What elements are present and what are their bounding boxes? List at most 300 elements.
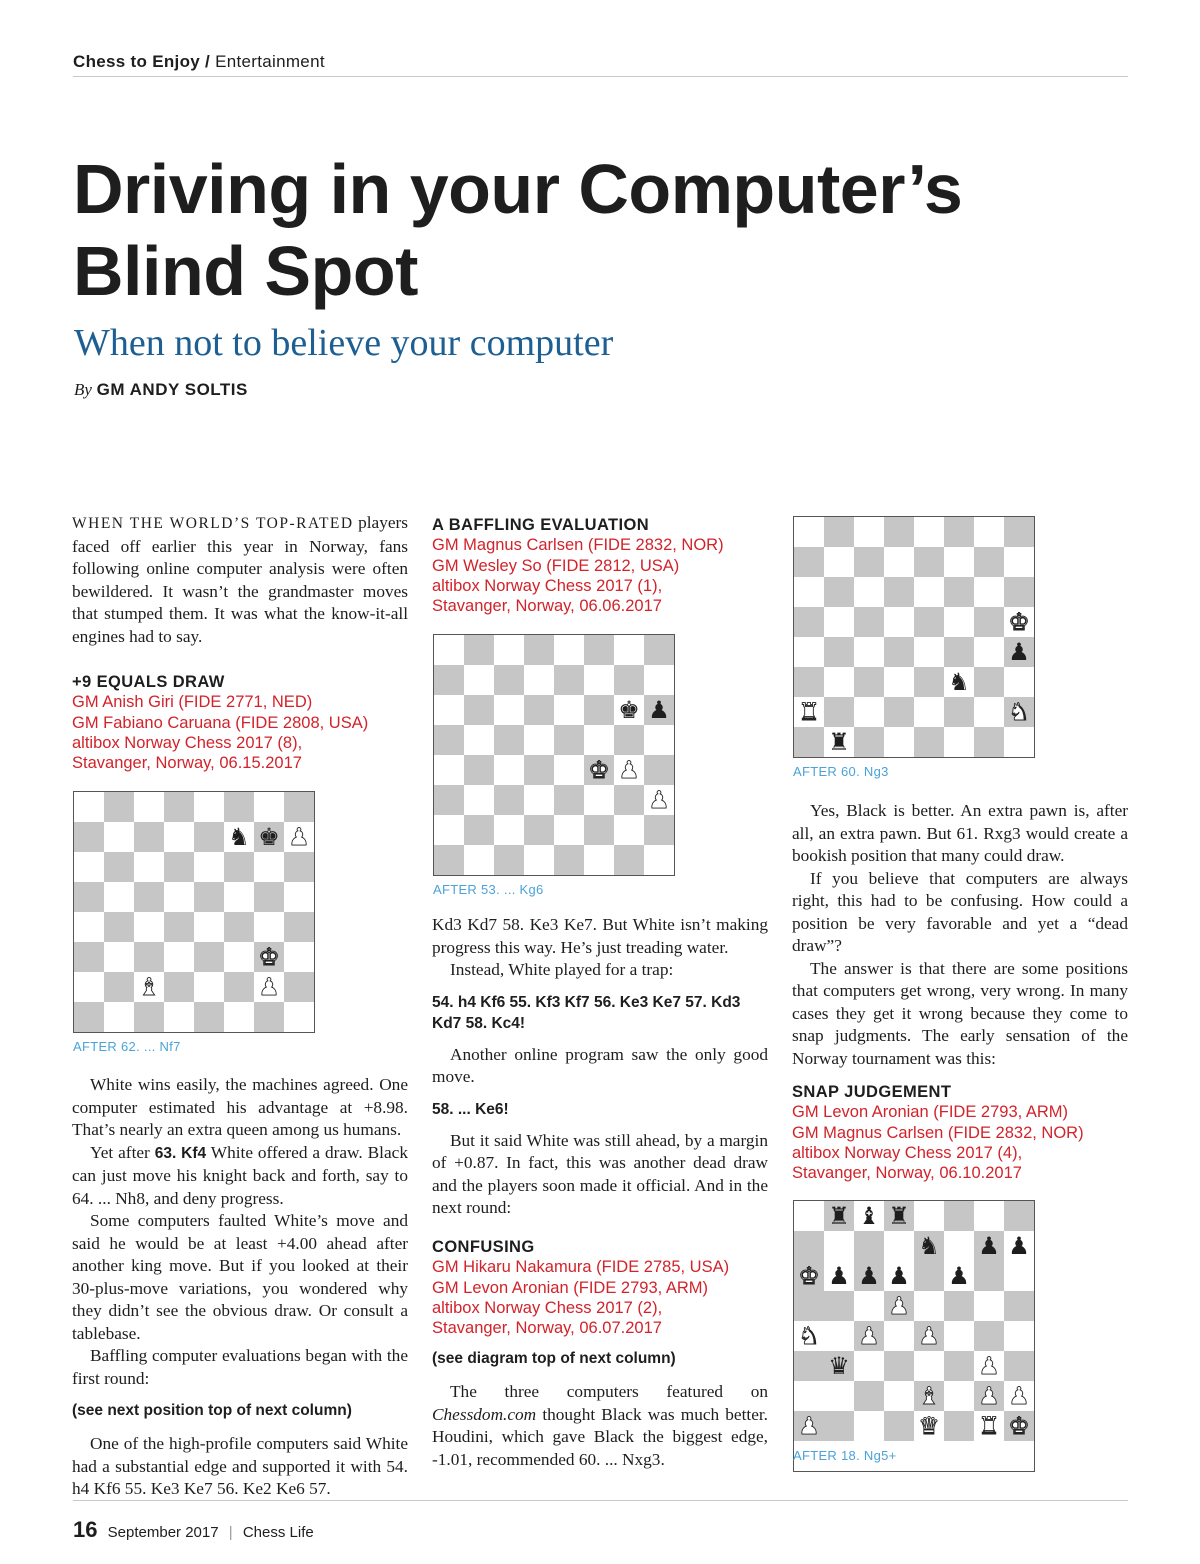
event-name: altibox Norway Chess 2017 (4), — [792, 1143, 1023, 1162]
square-e1 — [914, 727, 944, 757]
square-c5 — [494, 725, 524, 755]
square-f8 — [224, 792, 254, 822]
square-f5 — [224, 882, 254, 912]
white-pawn-icon: ♟ — [978, 1352, 1000, 1380]
square-c1 — [134, 1002, 164, 1032]
square-h3 — [794, 1381, 824, 1411]
square-d6 — [524, 695, 554, 725]
white-knight-icon: ♞ — [798, 1322, 820, 1350]
square-a7 — [794, 547, 824, 577]
square-e2 — [944, 1381, 974, 1411]
move-sequence: 58. ... Ke6! — [432, 1100, 509, 1118]
square-b6 — [464, 695, 494, 725]
square-a2 — [74, 972, 104, 1002]
square-c3 — [854, 667, 884, 697]
square-g8 — [974, 517, 1004, 547]
square-h2 — [794, 1411, 824, 1441]
square-h1 — [284, 1002, 314, 1032]
square-a4 — [74, 912, 104, 942]
square-b1 — [104, 1002, 134, 1032]
square-h3 — [644, 785, 674, 815]
square-c8 — [854, 1201, 884, 1231]
black-player: GM Magnus Carlsen (FIDE 2832, NOR) — [792, 1123, 1084, 1142]
square-a6 — [794, 577, 824, 607]
square-g4 — [1004, 1321, 1034, 1351]
square-e1 — [194, 1002, 224, 1032]
square-d6 — [884, 577, 914, 607]
square-d7 — [884, 547, 914, 577]
square-e3 — [194, 942, 224, 972]
square-h3 — [284, 942, 314, 972]
square-g2 — [614, 815, 644, 845]
white-bishop-icon: ♝ — [138, 973, 160, 1001]
square-b4 — [464, 755, 494, 785]
square-b1 — [854, 1411, 884, 1441]
square-g6 — [254, 852, 284, 882]
square-h8 — [1004, 517, 1034, 547]
square-e7 — [914, 1231, 944, 1261]
column-1-body — [72, 1074, 408, 1501]
column-3-body — [792, 800, 1128, 1070]
square-h8 — [284, 792, 314, 822]
square-g4 — [614, 755, 644, 785]
square-f7 — [944, 1231, 974, 1261]
black-pawn-icon: ♟ — [1008, 1232, 1030, 1260]
square-d2 — [524, 815, 554, 845]
square-e7 — [194, 822, 224, 852]
game-header-2 — [432, 515, 777, 616]
move-notation: 63. Kf4 — [154, 1144, 207, 1162]
square-e7 — [914, 547, 944, 577]
square-b7 — [464, 665, 494, 695]
square-c1 — [884, 1411, 914, 1441]
square-f1 — [584, 845, 614, 875]
game-header-4 — [792, 1082, 1137, 1183]
white-pawn-icon: ♟ — [258, 973, 280, 1001]
square-c4 — [494, 755, 524, 785]
square-c8 — [494, 635, 524, 665]
square-a6 — [824, 1261, 854, 1291]
white-player: GM Hikaru Nakamura (FIDE 2785, USA) — [432, 1258, 730, 1277]
black-pawn-icon: ♟ — [648, 696, 670, 724]
square-d3 — [914, 1351, 944, 1381]
square-d8 — [884, 1201, 914, 1231]
square-g2 — [1004, 1381, 1034, 1411]
black-rook-icon: ♜ — [828, 728, 850, 756]
chess-diagram-2 — [433, 634, 675, 876]
square-h4 — [794, 1351, 824, 1381]
square-h5 — [1004, 607, 1034, 637]
square-a3 — [824, 1351, 854, 1381]
byline-author: GM ANDY SOLTIS — [96, 380, 248, 399]
black-pawn-icon: ♟ — [948, 1262, 970, 1290]
square-d4 — [914, 1321, 944, 1351]
white-pawn-icon: ♟ — [1008, 1382, 1030, 1410]
square-e7 — [554, 665, 584, 695]
square-d1 — [884, 727, 914, 757]
square-b3 — [824, 667, 854, 697]
white-king-icon: ♚ — [1008, 608, 1030, 636]
game-header-1 — [72, 672, 412, 773]
square-g1 — [1004, 1411, 1034, 1441]
chess-diagram-3 — [793, 516, 1035, 758]
square-a5 — [824, 1291, 854, 1321]
square-e2 — [554, 815, 584, 845]
square-f1 — [974, 1411, 1004, 1441]
square-a1 — [74, 1002, 104, 1032]
square-e1 — [944, 1411, 974, 1441]
square-g4 — [974, 637, 1004, 667]
white-king-icon: ♚ — [258, 943, 280, 971]
square-e8 — [914, 1201, 944, 1231]
square-g8 — [614, 635, 644, 665]
square-c3 — [134, 942, 164, 972]
square-b6 — [824, 577, 854, 607]
square-b6 — [854, 1261, 884, 1291]
square-c6 — [854, 577, 884, 607]
white-king-icon: ♚ — [1008, 1412, 1030, 1440]
square-f6 — [224, 852, 254, 882]
square-c2 — [494, 815, 524, 845]
square-g7 — [974, 1231, 1004, 1261]
square-a3 — [794, 667, 824, 697]
magazine-name: Chess Life — [242, 1524, 314, 1541]
black-player: GM Fabiano Caruana (FIDE 2808, USA) — [72, 713, 369, 732]
square-g6 — [974, 577, 1004, 607]
square-b2 — [854, 1381, 884, 1411]
square-d7 — [524, 665, 554, 695]
square-b7 — [824, 547, 854, 577]
square-d7 — [884, 1231, 914, 1261]
white-pawn-icon: ♟ — [288, 823, 310, 851]
square-h5 — [644, 725, 674, 755]
move-sequence: 54. h4 Kf6 55. Kf3 Kf7 56. Ke3 Ke7 57. Kd3 Kd7 58. Kc4! — [432, 993, 741, 1032]
byline-by: By — [74, 380, 92, 399]
black-pawn-icon: ♟ — [888, 1262, 910, 1290]
square-f7 — [944, 547, 974, 577]
game-heading: A BAFFLING EVALUATION — [432, 516, 650, 534]
event-name: altibox Norway Chess 2017 (1), — [432, 576, 663, 595]
black-rook-icon: ♜ — [888, 1202, 910, 1230]
square-a8 — [794, 1201, 824, 1231]
square-h8 — [1004, 1201, 1034, 1231]
square-f3 — [974, 1351, 1004, 1381]
white-king-icon: ♚ — [798, 1262, 820, 1290]
paragraph: Some computers faulted White’s move and said he would be at least +4.00 ahead after another king move. But if you looked at their 30-plus-move variations, you wondered why they didn’t see the obvious draw. Or consult a tablebase. — [72, 1211, 408, 1343]
square-h7 — [644, 665, 674, 695]
white-rook-icon: ♜ — [978, 1412, 1000, 1440]
square-e6 — [554, 695, 584, 725]
square-h2 — [644, 815, 674, 845]
white-pawn-icon: ♟ — [648, 786, 670, 814]
square-b8 — [464, 635, 494, 665]
website-name: Chessdom.com — [432, 1404, 537, 1424]
square-e5 — [194, 882, 224, 912]
square-b5 — [854, 1291, 884, 1321]
square-d4 — [524, 755, 554, 785]
paragraph: White wins easily, the machines agreed. One computer estimated his advantage at +8.98. That’s nearly an extra queen among us humans. — [72, 1075, 408, 1139]
square-b5 — [464, 725, 494, 755]
page-footer — [73, 1517, 314, 1543]
square-f1 — [944, 727, 974, 757]
square-b3 — [854, 1351, 884, 1381]
square-d2 — [914, 1381, 944, 1411]
square-c5 — [884, 1291, 914, 1321]
black-pawn-icon: ♟ — [978, 1232, 1000, 1260]
paragraph: The three computers featured on Chessdom.com thought Black was much better. Houdini, which gave Black the biggest edge, -1.01, recommended 60. ... Nxg3. — [432, 1382, 768, 1469]
square-g6 — [1004, 1261, 1034, 1291]
square-g5 — [1004, 1291, 1034, 1321]
category-name: Entertainment — [215, 52, 325, 71]
event-place-date: Stavanger, Norway, 06.15.2017 — [72, 754, 302, 773]
square-g7 — [974, 547, 1004, 577]
square-g6 — [614, 695, 644, 725]
square-b8 — [104, 792, 134, 822]
square-e5 — [914, 607, 944, 637]
square-d7 — [164, 822, 194, 852]
square-g5 — [614, 725, 644, 755]
black-knight-icon: ♞ — [918, 1232, 940, 1260]
square-c7 — [854, 547, 884, 577]
diagram-caption: AFTER 53. ... Kg6 — [433, 882, 544, 897]
square-b2 — [464, 815, 494, 845]
white-queen-icon: ♛ — [918, 1412, 940, 1440]
black-player: GM Wesley So (FIDE 2812, USA) — [432, 556, 680, 575]
white-pawn-icon: ♟ — [858, 1322, 880, 1350]
game-heading: CONFUSING — [432, 1238, 535, 1256]
chess-diagram-4 — [793, 1200, 1035, 1472]
square-a3 — [434, 785, 464, 815]
white-pawn-icon: ♟ — [978, 1382, 1000, 1410]
black-queen-icon: ♛ — [828, 1352, 850, 1380]
black-rook-icon: ♜ — [828, 1202, 850, 1230]
square-d5 — [524, 725, 554, 755]
black-player: GM Levon Aronian (FIDE 2793, ARM) — [432, 1278, 709, 1297]
square-d4 — [884, 637, 914, 667]
square-g3 — [254, 942, 284, 972]
white-pawn-icon: ♟ — [918, 1322, 940, 1350]
white-player: GM Magnus Carlsen (FIDE 2832, NOR) — [432, 536, 724, 555]
square-c8 — [134, 792, 164, 822]
square-h3 — [1004, 667, 1034, 697]
square-d3 — [164, 942, 194, 972]
square-a7 — [434, 665, 464, 695]
square-a1 — [434, 845, 464, 875]
square-a4 — [824, 1321, 854, 1351]
square-c8 — [854, 517, 884, 547]
chess-diagram-1 — [73, 791, 315, 1033]
square-e6 — [944, 1261, 974, 1291]
square-c1 — [854, 727, 884, 757]
square-g3 — [974, 667, 1004, 697]
square-g7 — [614, 665, 644, 695]
event-name: altibox Norway Chess 2017 (2), — [432, 1298, 663, 1317]
square-h6 — [284, 852, 314, 882]
square-d8 — [164, 792, 194, 822]
square-d8 — [524, 635, 554, 665]
square-f2 — [944, 697, 974, 727]
square-d8 — [884, 517, 914, 547]
square-c6 — [494, 695, 524, 725]
issue-date: September 2017 — [107, 1524, 219, 1541]
square-a8 — [794, 517, 824, 547]
event-place-date: Stavanger, Norway, 06.10.2017 — [792, 1164, 1022, 1183]
section-name: Chess to Enjoy — [73, 52, 201, 71]
paragraph: Baffling computer evaluations began with the first round: — [72, 1346, 408, 1388]
square-f2 — [974, 1381, 1004, 1411]
square-a7 — [794, 1231, 824, 1261]
square-g8 — [974, 1201, 1004, 1231]
square-c2 — [884, 1381, 914, 1411]
paragraph: The answer is that there are some positions that computers get wrong, very wrong. In many cases they get it wrong because they come to snap judgments. The early sensation of the Norway tournament was this: — [792, 958, 1128, 1068]
square-d5 — [884, 607, 914, 637]
square-c5 — [134, 882, 164, 912]
square-e5 — [944, 1291, 974, 1321]
square-b1 — [824, 727, 854, 757]
black-knight-icon: ♞ — [948, 668, 970, 696]
square-b3 — [464, 785, 494, 815]
square-a1 — [824, 1411, 854, 1441]
paragraph: Kd3 Kd7 58. Ke3 Ke7. But White isn’t making progress this way. He’s just treading water. — [432, 915, 768, 957]
square-e8 — [914, 517, 944, 547]
diagram-caption: AFTER 18. Ng5+ — [793, 1448, 897, 1463]
intro-lead-in: WHEN THE WORLD’S TOP-RATED — [72, 515, 354, 532]
square-f7 — [584, 665, 614, 695]
game-heading: SNAP JUDGEMENT — [792, 1083, 952, 1101]
square-g4 — [254, 912, 284, 942]
square-f4 — [944, 637, 974, 667]
black-pawn-icon: ♟ — [858, 1262, 880, 1290]
square-c4 — [854, 637, 884, 667]
square-d6 — [914, 1261, 944, 1291]
paragraph: Yes, Black is better. An extra pawn is, after all, an extra pawn. But 61. Rxg3 would create a bookish position that many could draw. — [792, 801, 1128, 865]
square-e3 — [944, 1351, 974, 1381]
diagram-caption: AFTER 60. Ng3 — [793, 764, 889, 779]
square-f6 — [974, 1261, 1004, 1291]
square-g1 — [974, 727, 1004, 757]
square-b7 — [824, 1231, 854, 1261]
square-d3 — [884, 667, 914, 697]
paragraph: Another online program saw the only good move. — [432, 1044, 768, 1086]
square-b5 — [824, 607, 854, 637]
square-f8 — [944, 517, 974, 547]
square-h7 — [1004, 1231, 1034, 1261]
black-bishop-icon: ♝ — [858, 1202, 880, 1230]
reader-note: (see next position top of next column) — [72, 1402, 352, 1419]
square-h8 — [644, 635, 674, 665]
white-rook-icon: ♜ — [798, 698, 820, 726]
white-player: GM Levon Aronian (FIDE 2793, ARM) — [792, 1103, 1069, 1122]
square-b8 — [824, 517, 854, 547]
square-e5 — [554, 725, 584, 755]
square-undefined7 — [794, 1261, 824, 1291]
square-a5 — [794, 607, 824, 637]
square-g5 — [974, 607, 1004, 637]
black-pawn-icon: ♟ — [828, 1262, 850, 1290]
square-d1 — [914, 1411, 944, 1441]
square-f4 — [974, 1321, 1004, 1351]
square-f5 — [944, 607, 974, 637]
square-a7 — [74, 822, 104, 852]
square-f6 — [584, 695, 614, 725]
square-b1 — [464, 845, 494, 875]
square-h1 — [1004, 727, 1034, 757]
square-b4 — [824, 637, 854, 667]
square-g1 — [614, 845, 644, 875]
square-f2 — [224, 972, 254, 1002]
header-separator: / — [205, 52, 211, 71]
square-d3 — [524, 785, 554, 815]
square-h2 — [1004, 697, 1034, 727]
white-pawn-icon: ♟ — [798, 1412, 820, 1440]
square-g2 — [974, 697, 1004, 727]
square-h4 — [644, 755, 674, 785]
square-a8 — [434, 635, 464, 665]
square-b3 — [104, 942, 134, 972]
square-g3 — [614, 785, 644, 815]
paragraph: Yet after 63. Kf4 White offered a draw. Black can just move his knight back and forth, say to 64. ... Nh8, and deny progress. — [72, 1142, 408, 1208]
square-e6 — [194, 852, 224, 882]
square-c4 — [884, 1321, 914, 1351]
column-2-body — [432, 914, 768, 1220]
game-heading: +9 EQUALS DRAW — [72, 673, 225, 691]
square-a5 — [434, 725, 464, 755]
square-b4 — [104, 912, 134, 942]
square-e4 — [914, 637, 944, 667]
square-b2 — [104, 972, 134, 1002]
square-h1 — [644, 845, 674, 875]
square-c7 — [134, 822, 164, 852]
square-h7 — [284, 822, 314, 852]
square-e4 — [944, 1321, 974, 1351]
square-f7 — [224, 822, 254, 852]
paragraph: But it said White was still ahead, by a margin of +0.87. In fact, this was another dead draw and the players soon made it official. And in the next round: — [432, 1130, 768, 1217]
square-a4 — [434, 755, 464, 785]
square-d4 — [164, 912, 194, 942]
square-a3 — [74, 942, 104, 972]
square-g5 — [254, 882, 284, 912]
square-c2 — [854, 697, 884, 727]
square-f8 — [584, 635, 614, 665]
event-place-date: Stavanger, Norway, 06.07.2017 — [432, 1319, 662, 1338]
black-knight-icon: ♞ — [228, 823, 250, 851]
square-c7 — [494, 665, 524, 695]
square-h2 — [284, 972, 314, 1002]
paragraph: If you believe that computers are always right, this had to be confusing. How could a position be very favorable and yet a “dead draw”? — [792, 868, 1128, 955]
square-c7 — [854, 1231, 884, 1261]
diagram-caption: AFTER 62. ... Nf7 — [73, 1039, 181, 1054]
square-e3 — [914, 667, 944, 697]
square-e2 — [194, 972, 224, 1002]
square-c2 — [134, 972, 164, 1002]
reader-note: (see diagram top of next column) — [432, 1350, 676, 1367]
square-e6 — [914, 577, 944, 607]
square-b5 — [104, 882, 134, 912]
square-c4 — [134, 912, 164, 942]
square-a2 — [824, 1381, 854, 1411]
black-pawn-icon: ♟ — [1008, 638, 1030, 666]
square-g3 — [1004, 1351, 1034, 1381]
square-a6 — [434, 695, 464, 725]
white-knight-icon: ♞ — [1008, 698, 1030, 726]
column-2-end — [432, 1348, 768, 1471]
footer-separator: | — [228, 1524, 233, 1541]
square-g1 — [254, 1002, 284, 1032]
page-number: 16 — [73, 1517, 98, 1542]
square-h6 — [1004, 577, 1034, 607]
square-c5 — [854, 607, 884, 637]
square-c3 — [494, 785, 524, 815]
